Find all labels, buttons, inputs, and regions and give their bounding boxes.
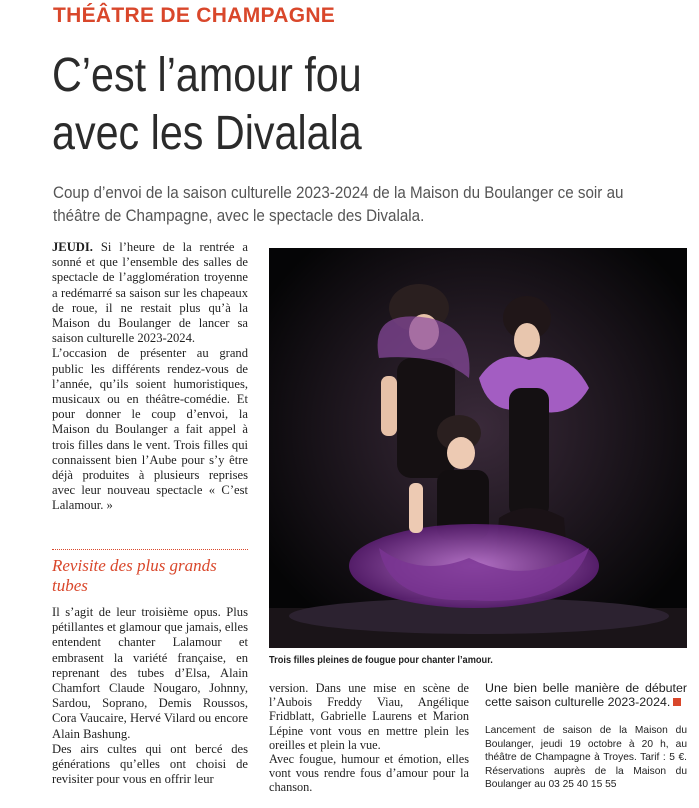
subhead-divider (52, 549, 248, 550)
paragraph-4: Des airs cultes qui ont bercé des générations qu’elles ont choisi de revisiter pour vous en offrir leur (52, 741, 248, 787)
article-column-3 (485, 681, 687, 710)
paragraph-2: L’occasion de présenter au grand public les différents rendez-vous de l’année, qu’ils soient humoristiques, musicaux ou en théâtre-comédie. Et pour donner le coup d’envoi, la Maison du Boulanger a fait appel à trois filles dans le vent. Trois filles qui connaissent bien l’Aube pour s’y être déjà produites à plusieurs reprises avec leur nouveau spectacle « C’est Lalamour. » (52, 346, 248, 513)
dateline: JEUDI. (52, 240, 93, 254)
paragraph-5: version. Dans une mise en scène de l’Aubois Freddy Viau, Angélique Fridblatt, Gabrielle Laurens et Marion Lépine vont vous en mettre plein les oreilles et plein la vue. (269, 681, 469, 752)
headline-line-1: C’est l’amour fou (52, 49, 362, 102)
photo-caption: Trois filles pleines de fougue pour chanter l’amour. (269, 654, 493, 666)
subheading: Revisite des plus grands tubes (52, 556, 217, 595)
headline (52, 47, 585, 163)
paragraph-1-text: Si l’heure de la rentrée a sonné et que l’ensemble des salles de spectacle de l’agglomération troyenne a redémarré sa saison sur les chapeaux de roue, il ne restait plus qu’à la Maison du Boulanger de lancer sa saison culturelle 2023-2024. (52, 240, 248, 346)
stage-photo (269, 248, 687, 648)
stage-photo-illustration (269, 248, 687, 648)
practical-info: Lancement de saison de la Maison du Boulanger, jeudi 19 octobre à 20 h, au théâtre de Champagne à Troyes. Tarif : 5 €. Réservations auprès de la Maison du Boulanger au 03 25 40 15 55 (485, 725, 687, 791)
paragraph-6: Avec fougue, humour et émotion, elles vont vous rendre fous d’amour pour la chanson. (269, 752, 469, 795)
paragraph-3: Il s’agit de leur troisième opus. Plus pétillantes et glamour que jamais, elles entendent chanter Lalamour et embrasent la variété française, en reprenant des tubes d’Elsa, Alain Chamfort Claude Nougaro, Johnny, Sardou, Soprano, Demis Roussos, Cora Vaucaire, Hervé Vilard ou encore Alain Bashung. (52, 605, 248, 741)
article-column-2 (269, 681, 469, 795)
article-column-1-continued (52, 605, 248, 787)
end-mark-square-icon (673, 698, 681, 706)
article-column-1 (52, 240, 248, 514)
standfirst: Coup d’envoi de la saison culturelle 2023-2024 de la Maison du Boulanger ce soir au théâtre de Champagne, avec le spectacle des Divalala. (53, 184, 624, 225)
section-kicker: THÉÂTRE DE CHAMPAGNE (53, 4, 336, 27)
paragraph-7 (485, 681, 687, 710)
paragraph-7-text: Une bien belle manière de débuter cette saison culturelle 2023-2024. (485, 681, 687, 710)
headline-line-2: avec les Divalala (52, 107, 362, 160)
paragraph-1 (52, 240, 248, 346)
